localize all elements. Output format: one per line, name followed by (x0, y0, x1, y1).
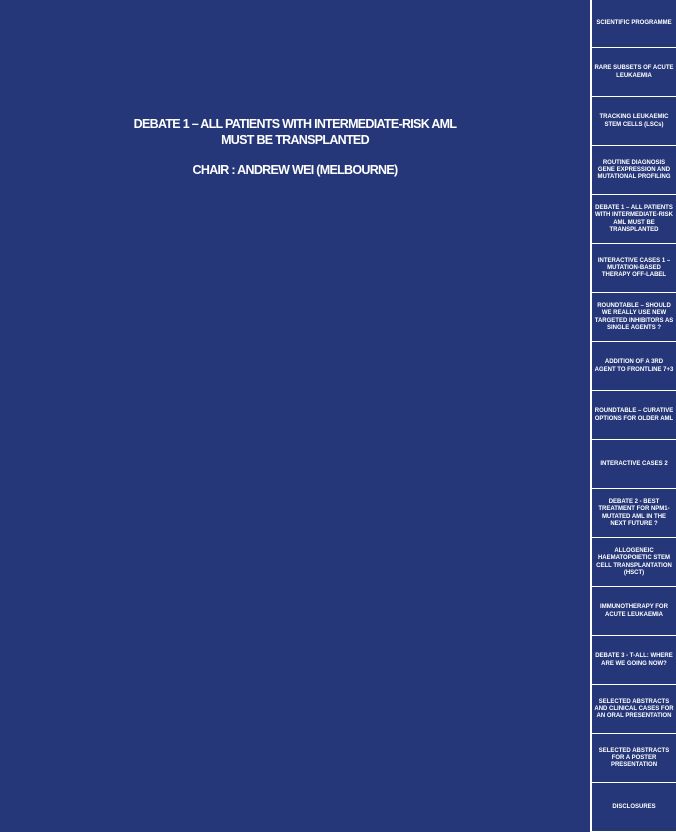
sidebar-item-label: SCIENTIFIC PROGRAMME (596, 19, 672, 26)
sidebar-item-tracking-lscs[interactable] (592, 98, 676, 146)
sidebar-item-label: RARE SUBSETS OF ACUTE LEUKAEMIA (594, 65, 674, 79)
sidebar-item-roundtable-older-aml[interactable] (592, 392, 676, 440)
sidebar-item-rare-subsets[interactable] (592, 49, 676, 97)
sidebar-item-label: INTERACTIVE CASES 2 (600, 460, 668, 467)
sidebar-item-interactive-cases-2[interactable] (592, 441, 676, 489)
sidebar-item-routine-diagnosis[interactable] (592, 147, 676, 195)
session-chair: CHAIR : ANDREW WEI (MELBOURNE) (192, 163, 398, 177)
sidebar-item-label: INTERACTIVE CASES 1 – MUTATION-BASED THERAPY OFF-LABEL (597, 257, 671, 279)
session-title (0, 116, 590, 148)
sidebar-item-poster-abstracts[interactable] (592, 735, 676, 783)
sidebar-item-roundtable-targeted-inhibitors[interactable] (592, 294, 676, 342)
sidebar-item-label: ADDITION OF A 3RD AGENT TO FRONTLINE 7+3 (594, 359, 674, 373)
sidebar-item-allogeneic-hsct[interactable] (592, 539, 676, 587)
sidebar-item-debate-2[interactable] (592, 490, 676, 538)
sidebar-item-debate-1[interactable] (592, 196, 676, 244)
sidebar-item-oral-abstracts[interactable] (592, 686, 676, 734)
sidebar-item-interactive-cases-1[interactable] (592, 245, 676, 293)
sidebar-item-label: DEBATE 3 - T-ALL: WHERE ARE WE GOING NOW? (595, 653, 673, 667)
sidebar-item-third-agent[interactable] (592, 343, 676, 391)
sidebar-item-label: ROUNDTABLE – CURATIVE OPTIONS FOR OLDER AML (594, 408, 674, 422)
sidebar-item-immunotherapy[interactable] (592, 588, 676, 636)
sidebar-item-scientific-programme[interactable] (592, 0, 676, 48)
sidebar-item-label: SELECTED ABSTRACTS FOR A POSTER PRESENTATION (598, 747, 670, 769)
sidebar-item-disclosures[interactable] (592, 784, 676, 832)
sidebar-item-label: IMMUNOTHERAPY FOR ACUTE LEUKAEMIA (600, 604, 668, 618)
sidebar-item-label: TRACKING LEUKAEMIC STEM CELLS (LSCs) (599, 114, 669, 128)
session-title-line-2: MUST BE TRANSPLANTED (221, 133, 369, 147)
sidebar-item-label: DISCLOSURES (612, 803, 656, 810)
sidebar-nav (592, 0, 676, 832)
sidebar-item-label: SELECTED ABSTRACTS AND CLINICAL CASES FOR AN ORAL PRESENTATION (594, 698, 674, 720)
sidebar-item-label: ROUTINE DIAGNOSIS GENE EXPRESSION AND MUTATIONAL PROFILING (597, 159, 671, 181)
sidebar-item-label: ROUNDTABLE – SHOULD WE REALLY USE NEW TARGETED INHIBITORS AS SINGLE AGENTS ? (594, 303, 674, 331)
sidebar-item-label: ALLOGENEIC HAEMATOPOIETIC STEM CELL TRANSPLANTATION (HSCT) (596, 548, 672, 576)
sidebar-item-debate-3[interactable] (592, 637, 676, 685)
sidebar-item-label: DEBATE 2 - BEST TREATMENT FOR NPM1-MUTATED AML IN THE NEXT FUTURE ? (598, 499, 670, 527)
sidebar-item-label: DEBATE 1 – ALL PATIENTS WITH INTERMEDIATE-RISK AML MUST BE TRANSPLANTED (595, 205, 673, 233)
session-title-line-1: DEBATE 1 – ALL PATIENTS WITH INTERMEDIATE-RISK AML (133, 117, 457, 131)
